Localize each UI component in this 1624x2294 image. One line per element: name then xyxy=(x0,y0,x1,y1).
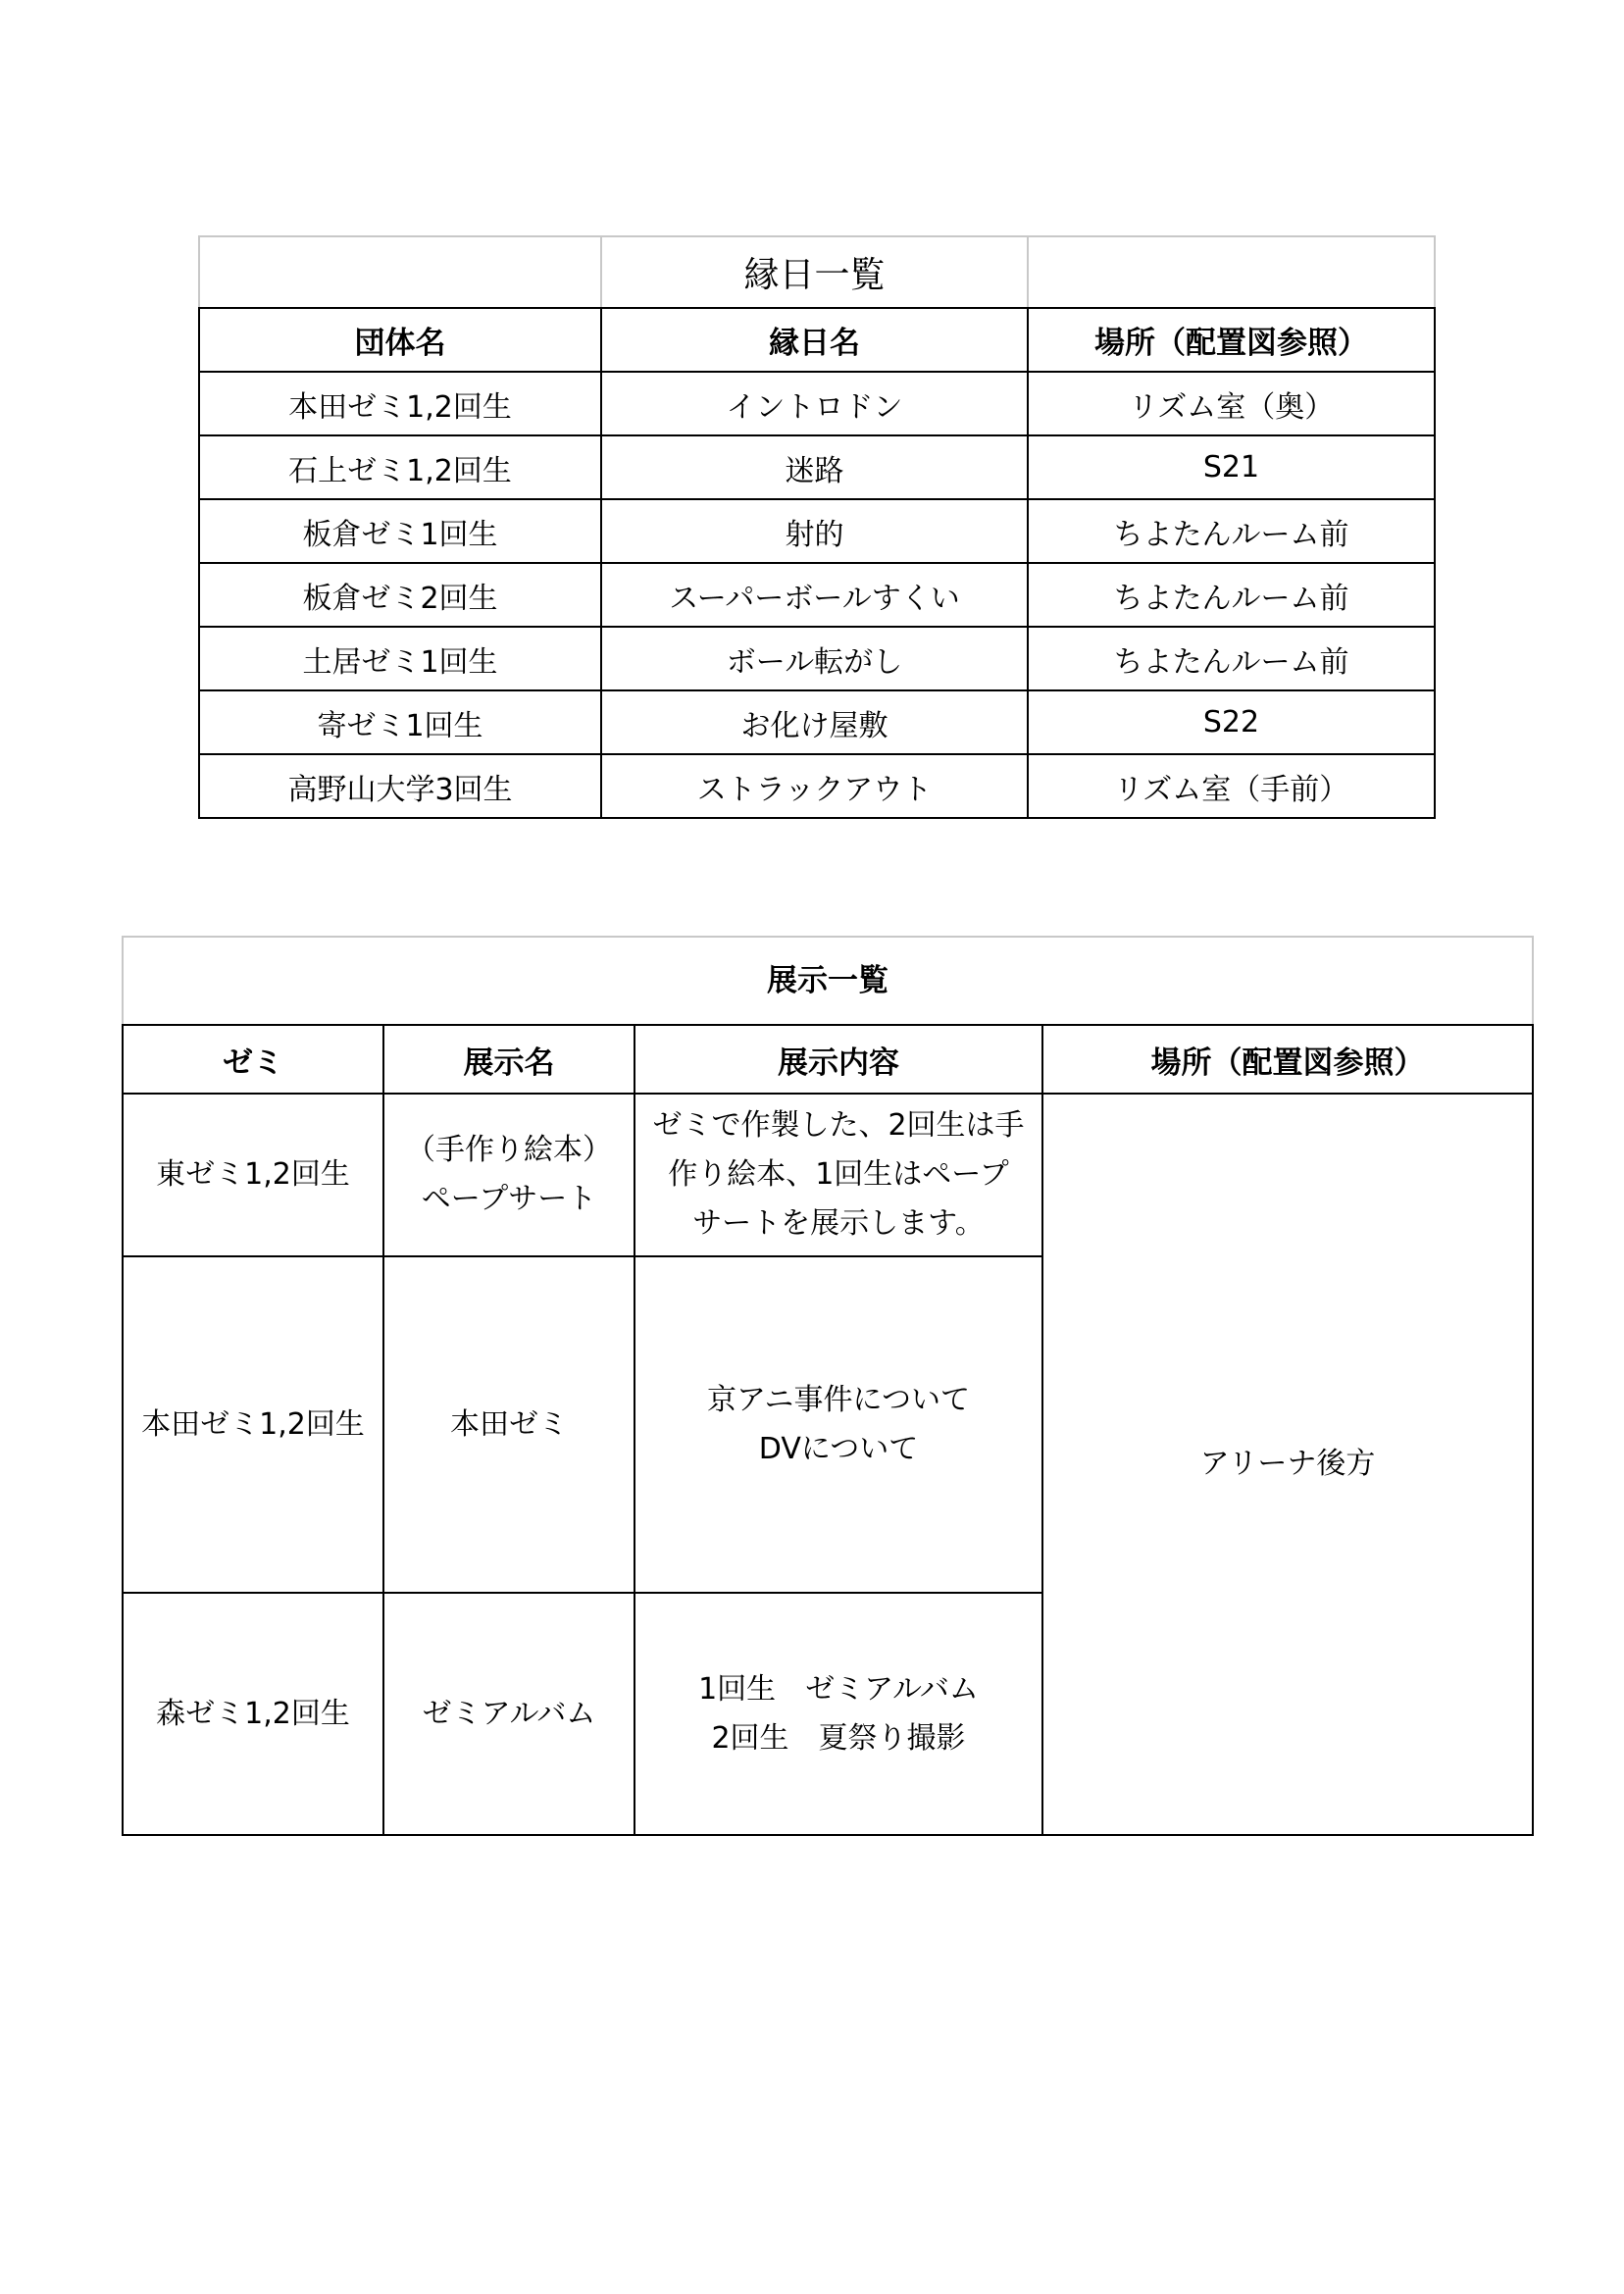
tenji-name-cell: 本田ゼミ xyxy=(383,1256,634,1593)
ennichi-place-cell: リズム室（手前） xyxy=(1028,754,1435,818)
table-row xyxy=(199,690,1435,754)
table-row xyxy=(199,627,1435,690)
ennichi-name-cell: スーパーボールすくい xyxy=(601,563,1028,627)
ennichi-name-cell: ボール転がし xyxy=(601,627,1028,690)
tenji-name-cell: （手作り絵本） ペープサート xyxy=(383,1094,634,1256)
table-row xyxy=(199,435,1435,499)
ennichi-group-cell: 板倉ゼミ1回生 xyxy=(199,499,601,563)
ennichi-group-cell: 板倉ゼミ2回生 xyxy=(199,563,601,627)
ennichi-place-cell: リズム室（奥） xyxy=(1028,372,1435,435)
ennichi-header-place: 場所（配置図参照） xyxy=(1028,308,1435,372)
tenji-header-content: 展示内容 xyxy=(634,1025,1042,1094)
ennichi-group-cell: 高野山大学3回生 xyxy=(199,754,601,818)
tenji-table xyxy=(122,936,1534,1836)
table-row xyxy=(199,499,1435,563)
tenji-header-seminar: ゼミ xyxy=(123,1025,383,1094)
tenji-header-name: 展示名 xyxy=(383,1025,634,1094)
tenji-header-row xyxy=(123,1025,1533,1094)
tenji-content-cell: 1回生 ゼミアルバム 2回生 夏祭り撮影 xyxy=(634,1593,1042,1835)
tenji-title: 展示一覧 xyxy=(123,937,1533,1025)
table-row xyxy=(123,1094,1533,1256)
ennichi-name-cell: イントロドン xyxy=(601,372,1028,435)
ennichi-group-cell: 本田ゼミ1,2回生 xyxy=(199,372,601,435)
ennichi-place-cell: S21 xyxy=(1028,435,1435,499)
table-row xyxy=(199,372,1435,435)
ennichi-group-cell: 土居ゼミ1回生 xyxy=(199,627,601,690)
table-row xyxy=(199,563,1435,627)
ennichi-name-cell: ストラックアウト xyxy=(601,754,1028,818)
tenji-place-cell: アリーナ後方 xyxy=(1042,1094,1533,1835)
tenji-title-row xyxy=(123,937,1533,1025)
ennichi-title-blank-right xyxy=(1028,236,1435,308)
tenji-name-cell: ゼミアルバム xyxy=(383,1593,634,1835)
ennichi-header-group: 団体名 xyxy=(199,308,601,372)
tenji-seminar-cell: 森ゼミ1,2回生 xyxy=(123,1593,383,1835)
ennichi-place-cell: ちよたんルーム前 xyxy=(1028,627,1435,690)
ennichi-place-cell: ちよたんルーム前 xyxy=(1028,563,1435,627)
tenji-content-cell: 京アニ事件について DVについて xyxy=(634,1256,1042,1593)
ennichi-title-row xyxy=(199,236,1435,308)
ennichi-table xyxy=(198,235,1436,819)
ennichi-place-cell: S22 xyxy=(1028,690,1435,754)
tenji-seminar-cell: 東ゼミ1,2回生 xyxy=(123,1094,383,1256)
ennichi-group-cell: 寄ゼミ1回生 xyxy=(199,690,601,754)
ennichi-header-name: 縁日名 xyxy=(601,308,1028,372)
ennichi-place-cell: ちよたんルーム前 xyxy=(1028,499,1435,563)
ennichi-name-cell: 射的 xyxy=(601,499,1028,563)
ennichi-name-cell: 迷路 xyxy=(601,435,1028,499)
ennichi-title: 縁日一覧 xyxy=(601,236,1028,308)
ennichi-name-cell: お化け屋敷 xyxy=(601,690,1028,754)
table-row xyxy=(199,754,1435,818)
tenji-seminar-cell: 本田ゼミ1,2回生 xyxy=(123,1256,383,1593)
ennichi-title-blank-left xyxy=(199,236,601,308)
ennichi-group-cell: 石上ゼミ1,2回生 xyxy=(199,435,601,499)
tenji-header-place: 場所（配置図参照） xyxy=(1042,1025,1533,1094)
tenji-content-cell: ゼミで作製した、2回生は手 作り絵本、1回生はペープ サートを展示します。 xyxy=(634,1094,1042,1256)
ennichi-header-row xyxy=(199,308,1435,372)
